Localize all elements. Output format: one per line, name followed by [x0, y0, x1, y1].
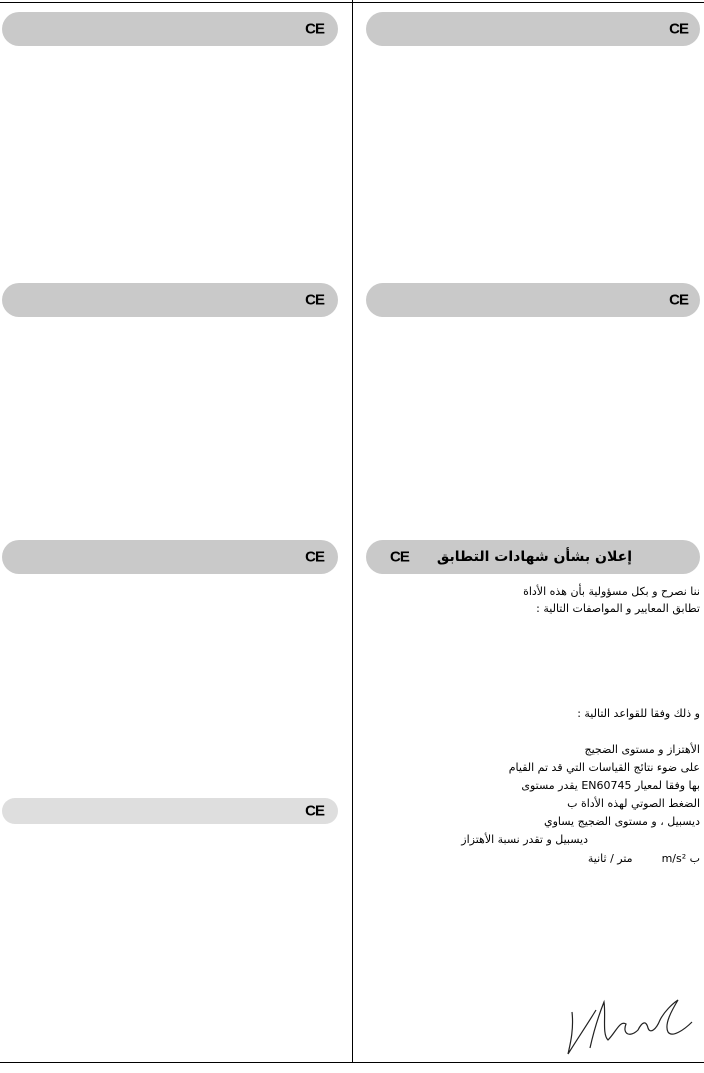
noise-line: الضغط الصوتي لهذه الأداة ب	[567, 797, 700, 810]
standard-line	[521, 779, 700, 792]
ce-mark-icon: CE	[305, 802, 324, 820]
declaration-intro-line: تطابق المعايير و المواصفات التالية :	[536, 602, 700, 615]
declaration-intro-line: ننا نصرح و بكل مسؤولية بأن هذه الأداة	[523, 585, 700, 598]
ce-mark-icon: CE	[305, 291, 324, 309]
declaration-header-bar	[366, 540, 700, 574]
noise-line: ديسبيل و تقدر نسبة الأهتزاز	[461, 833, 588, 846]
regulations-line: و ذلك وفقا للقواعد التالية :	[577, 707, 700, 720]
section-header-bar	[366, 283, 700, 317]
ce-mark-icon: CE	[305, 548, 324, 566]
noise-line: ديسبيل ، و مستوى الضجيج يساوي	[543, 815, 700, 828]
ce-mark-icon: CE	[669, 291, 688, 309]
section-header-bar	[366, 12, 700, 46]
ce-mark-icon: CE	[390, 548, 409, 566]
standard-line-suffix: يقدر مستوى	[521, 779, 578, 792]
standard-line-prefix: بها وفقا لمعيار	[635, 779, 700, 792]
unit-line	[588, 852, 700, 865]
unit-line-prefix: ب	[689, 852, 700, 865]
declaration-title: إعلان بشأن شهادات التطابق	[436, 549, 632, 565]
unit-line-suffix: متر / ثانية	[587, 852, 633, 865]
ce-mark-icon: CE	[305, 20, 324, 38]
ce-mark-icon: CE	[669, 20, 688, 38]
section-header-bar	[2, 283, 338, 317]
signature-image	[560, 990, 700, 1060]
bottom-rule	[0, 1062, 704, 1063]
column-divider	[352, 0, 353, 1062]
unit-symbol: m/s²	[661, 852, 687, 865]
section-header-bar	[2, 798, 338, 824]
noise-line: الأهتزاز و مستوى الضجيج	[584, 743, 700, 756]
section-header-bar	[2, 12, 338, 46]
section-header-bar	[2, 540, 338, 574]
standard-code: EN60745	[581, 779, 632, 792]
noise-line: على ضوء نتائج القياسات التي قد تم القيام	[508, 761, 700, 774]
